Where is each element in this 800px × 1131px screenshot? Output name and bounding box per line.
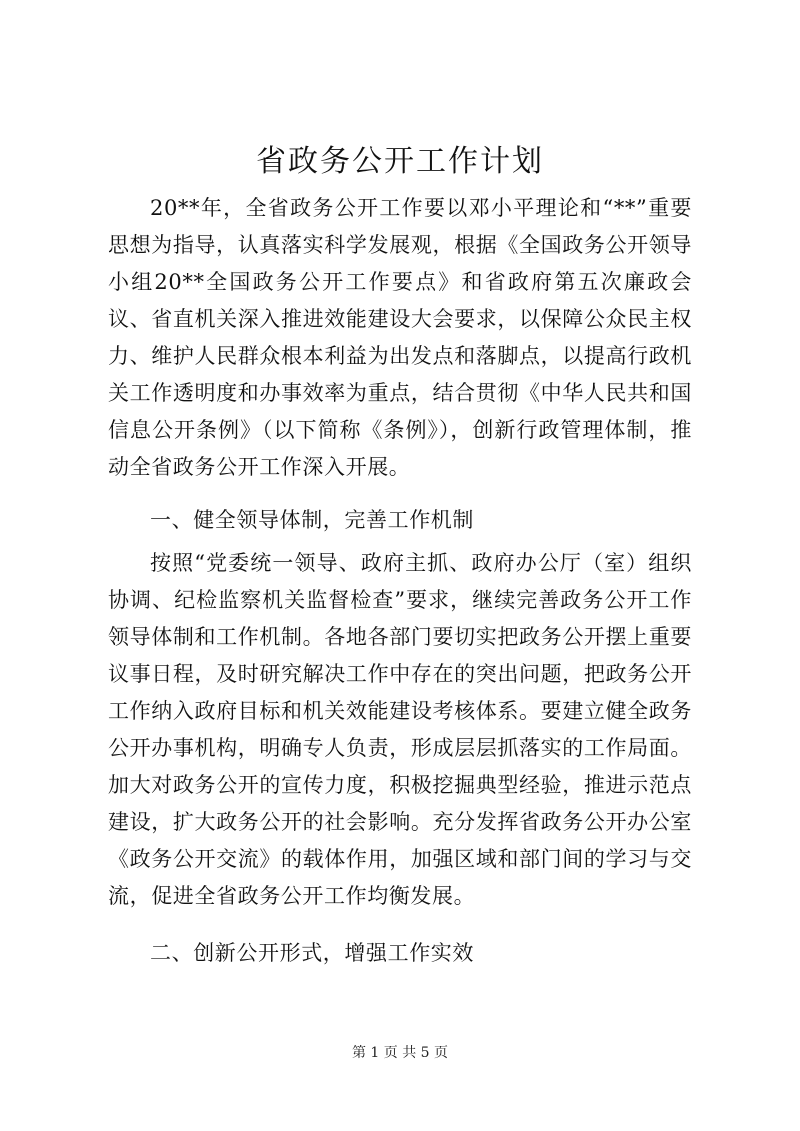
page-number-footer: 第 1 页 共 5 页 (351, 1045, 449, 1061)
document-title: 省政务公开工作计划 (256, 144, 544, 179)
section-heading-1: 一、健全领导体制，完善工作机制 (150, 508, 474, 532)
document-body (108, 190, 692, 972)
section-heading-2: 二、创新公开形式，增强工作实效 (150, 941, 474, 965)
paragraph-intro: 20**年，全省政务公开工作要以邓小平理论和“**”重要思想为指导，认真落实科学发展观，根据《全国政务公开领导小组20**全国政务公开工作要点》和省政府第五次廉政会议、省直机关深入推进效能建设大会要求，以保障公众民主权力、维护人民群众根本利益为出发点和落脚点，以提高行政机关工作透明度和办事效率为重点，结合贯彻《中华人民共和国信息公开条例》（以下简称《条例》），创新行政管理体制，推动全省政务公开工作深入开展。 (108, 196, 692, 479)
paragraph-section-1: 按照“党委统一领导、政府主抓、政府办公厅（室）组织协调、纪检监察机关监督检查”要求，继续完善政务公开工作领导体制和工作机制。各地各部门要切实把政务公开摆上重要议事日程，及时研究解决工作中存在的突出问题，把政务公开工作纳入政府目标和机关效能建设考核体系。要建立健全政务公开办事机构，明确专人负责，形成层层抓落实的工作局面。加大对政务公开的宣传力度，积极挖掘典型经验，推进示范点建设，扩大政务公开的社会影响。充分发挥省政务公开办公室《政务公开交流》的载体作用，加强区域和部门间的学习与交流，促进全省政务公开工作均衡发展。 (108, 551, 692, 908)
